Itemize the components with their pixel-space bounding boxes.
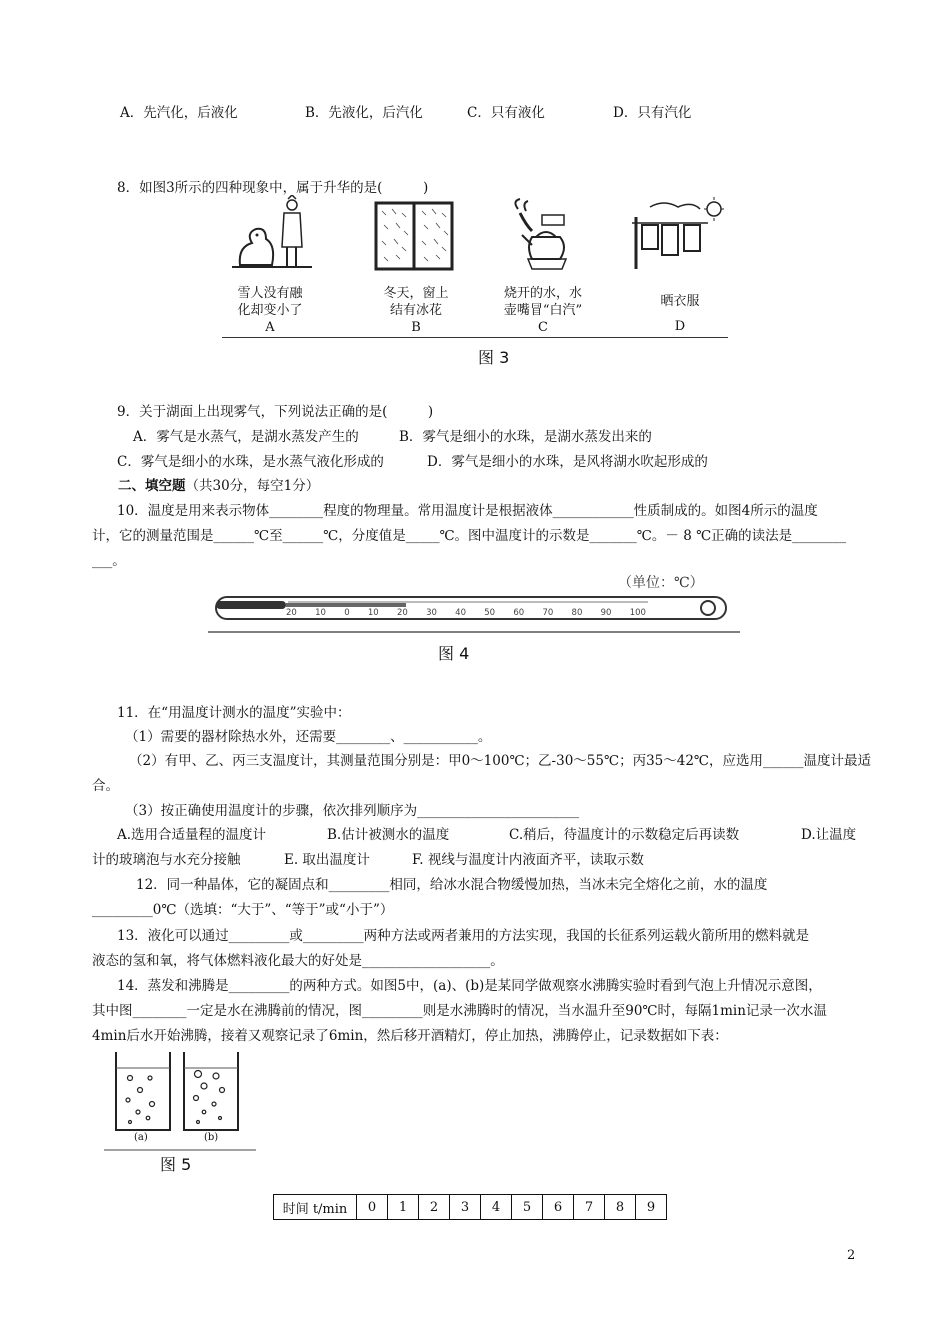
- q11-option-d: D.让温度: [801, 827, 857, 843]
- table-cell: 9: [636, 1195, 667, 1220]
- fig4-label: 图 4: [438, 644, 470, 663]
- drying-clothes-illustration: [630, 197, 726, 273]
- table-cell: 5: [512, 1195, 543, 1220]
- table-cell: 3: [450, 1195, 481, 1220]
- q9-option-c: C．雾气是细小的水珠，是水蒸气液化形成的: [117, 454, 384, 470]
- q9-option-d: D．雾气是细小的水珠，是风将湖水吹起形成的: [427, 454, 708, 470]
- fig5-label: 图 5: [160, 1155, 192, 1174]
- q10-line3: ___。: [92, 553, 126, 569]
- q7-option-c: C．只有液化: [467, 105, 545, 121]
- fig3-label: 图 3: [478, 348, 510, 367]
- q14-line2: 其中图________一定是水在沸腾前的情况，图_________则是水沸腾时的情况，当水温升至90℃时，每隔1min记录一次水温: [92, 1003, 827, 1019]
- table-cell: 1: [388, 1195, 419, 1220]
- q11-part1: （1）需要的器材除热水外，还需要________、___________。: [125, 729, 492, 745]
- q11-option-f: F. 视线与温度计内液面齐平，读取示数: [412, 852, 644, 868]
- q7-option-a: A．先汽化，后液化: [120, 105, 238, 121]
- q12-line1: 12．同一种晶体，它的凝固点和_________相同，给冰水混合物缓慢加热，当冰未完全熔化之前，水的温度: [136, 877, 768, 893]
- thermometer-unit-label: （单位：℃）: [618, 575, 704, 591]
- figure-5: [104, 1048, 256, 1152]
- section-heading: 二、填空题（共30分，每空1分）: [118, 478, 320, 494]
- q11-option-d-cont: 计的玻璃泡与水充分接触: [92, 852, 241, 868]
- q11-stem: 11．在“用温度计测水的温度”实验中：: [117, 705, 351, 721]
- fig3-caption-b: 冬天，窗上 结有冰花 B: [383, 286, 449, 335]
- table-cell: 6: [543, 1195, 574, 1220]
- q11-part2-line1: （2）有甲、乙、丙三支温度计，其测量范围分别是：甲0～100℃；乙-30～55℃；丙35～42℃，应选用______温度计最适: [129, 753, 872, 769]
- q9-option-a: A．雾气是水蒸气，是湖水蒸发产生的: [133, 429, 359, 445]
- q7-option-d: D．只有汽化: [613, 105, 692, 121]
- table-cell: 2: [419, 1195, 450, 1220]
- q10-line2: 计，它的测量范围是______℃至______℃，分度值是_____℃。图中温度计的示数是_______℃。－ 8 ℃正确的读法是________: [92, 528, 847, 544]
- table-row: [274, 1195, 667, 1220]
- time-table: [273, 1194, 667, 1220]
- boiling-kettle-illustration: [502, 197, 582, 273]
- table-cell: 8: [605, 1195, 636, 1220]
- beaker-a-label: (a): [134, 1132, 148, 1143]
- fig3-caption-c: 烧开的水，水 壶嘴冒“白汽” C: [503, 286, 583, 335]
- snowman-illustration: [232, 195, 312, 275]
- q13-line1: 13．液化可以通过_________或_________两种方法或两者兼用的方法实现，我国的长征系列运载火箭所用的燃料就是: [117, 928, 810, 944]
- table-cell: 4: [481, 1195, 512, 1220]
- q13-line2: 液态的氢和氧，将气体燃料液化最大的好处是___________________。: [92, 953, 504, 969]
- figure-3: [222, 193, 728, 343]
- fig3-caption-d: 晒衣服 D: [660, 294, 700, 334]
- q12-line2: _________0℃（选填：“大于”、“等于”或“小于”）: [92, 902, 394, 918]
- thermometer-scale: 20 10 0 10 20 30 40 50 60 70 80 90 100: [286, 608, 646, 618]
- q7-option-b: B．先液化，后汽化: [305, 105, 423, 121]
- q11-part2-line2: 合。: [92, 778, 119, 794]
- table-cell: 0: [357, 1195, 388, 1220]
- fig3-bottom-rule: [222, 337, 728, 338]
- frosted-window-illustration: [374, 201, 454, 271]
- q14-line1: 14．蒸发和沸腾是_________的两种方式。如图5中，(a)、(b)是某同学做观察水沸腾实验时看到气泡上升情况示意图，: [117, 978, 822, 994]
- q11-option-b: B.估计被测水的温度: [327, 827, 450, 843]
- page-number: 2: [847, 1248, 856, 1263]
- q11-option-c: C.稍后，待温度计的示数稳定后再读数: [509, 827, 740, 843]
- q9-option-b: B．雾气是细小的水珠，是湖水蒸发出来的: [399, 429, 652, 445]
- beaker-b-label: (b): [204, 1132, 219, 1143]
- q11-option-e: E. 取出温度计: [284, 852, 370, 868]
- q14-line3: 4min后水开始沸腾，接着又观察记录了6min，然后移开酒精灯，停止加热，沸腾停止，记录数据如下表：: [92, 1028, 728, 1044]
- fig3-caption-a: 雪人没有融 化却变小了 A: [237, 286, 303, 335]
- q11-part3: （3）按正确使用温度计的步骤，依次排列顺序为________________________: [125, 803, 580, 819]
- q8-stem: 8．如图3所示的四种现象中，属于升华的是( ): [117, 180, 429, 196]
- q11-option-a: A.选用合适量程的温度计: [117, 827, 267, 843]
- q9-stem: 9．关于湖面上出现雾气，下列说法正确的是( ): [117, 404, 434, 420]
- table-header-cell: 时间 t/min: [274, 1195, 357, 1220]
- table-cell: 7: [574, 1195, 605, 1220]
- q10-line1: 10．温度是用来表示物体________程度的物理量。常用温度计是根据液体____________性质制成的。如图4所示的温度: [117, 503, 818, 519]
- figure-4-thermometer: [208, 568, 740, 634]
